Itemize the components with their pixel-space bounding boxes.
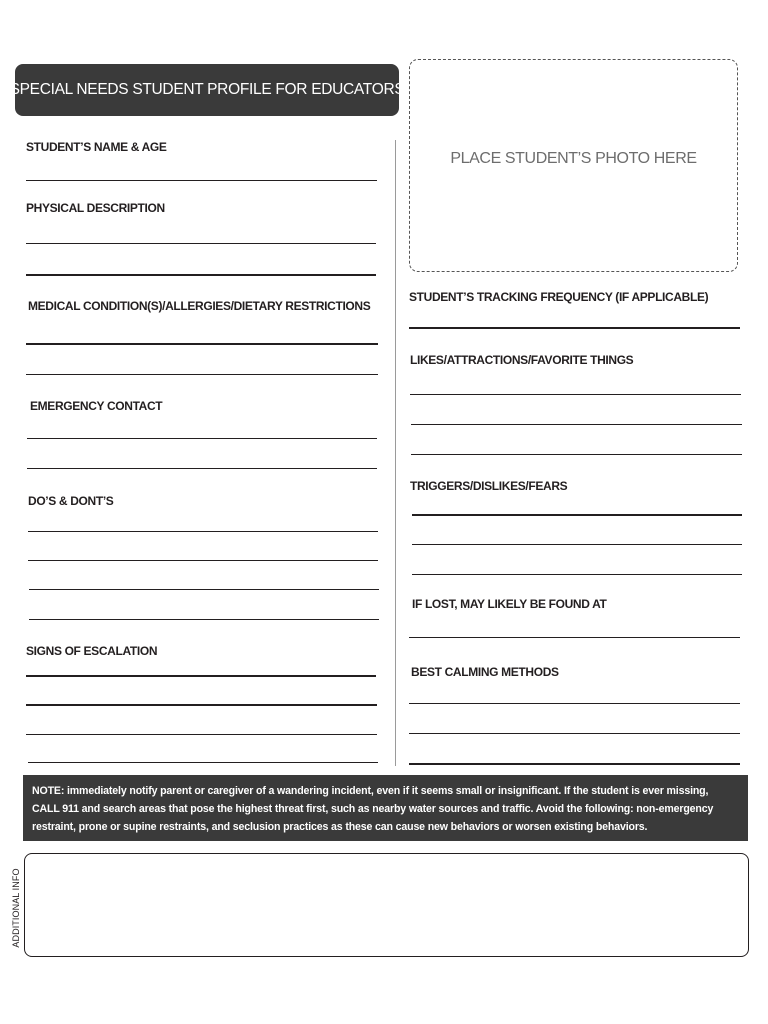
- likes-answer-line[interactable]: [411, 454, 742, 455]
- triggers-answer-line[interactable]: [412, 574, 742, 575]
- signs-of-escalation-answer-line[interactable]: [26, 675, 376, 677]
- photo-placeholder-text: PLACE STUDENT’S PHOTO HERE: [450, 150, 697, 167]
- likes-answer-line[interactable]: [411, 424, 742, 425]
- medical-conditions-answer-line[interactable]: [26, 374, 378, 375]
- field-label-tracking-frequency: STUDENT’S TRACKING FREQUENCY (IF APPLICABLE): [409, 290, 709, 304]
- field-label-physical-description: PHYSICAL DESCRIPTION: [26, 201, 165, 215]
- likes-answer-line[interactable]: [410, 394, 741, 395]
- field-label-triggers: TRIGGERS/DISLIKES/FEARS: [410, 479, 568, 493]
- emergency-contact-answer-line[interactable]: [27, 438, 377, 439]
- physical-description-answer-line[interactable]: [26, 243, 376, 244]
- calming-methods-answer-line[interactable]: [409, 763, 740, 765]
- column-divider: [395, 140, 396, 766]
- wandering-note: [23, 775, 748, 841]
- additional-info-box[interactable]: [24, 853, 749, 957]
- field-label-calming-methods: BEST CALMING METHODS: [411, 665, 559, 679]
- note-line: NOTE: immediately notify parent or caregiver of a wandering incident, even if it seems small or insignificant. If the student is ever missing,: [32, 785, 709, 797]
- if-lost-answer-line[interactable]: [409, 637, 740, 638]
- triggers-answer-line[interactable]: [412, 544, 742, 545]
- physical-description-answer-line[interactable]: [26, 274, 376, 276]
- dos-donts-answer-line[interactable]: [28, 531, 378, 532]
- triggers-answer-line[interactable]: [412, 514, 742, 516]
- field-label-emergency-contact: EMERGENCY CONTACT: [30, 399, 163, 413]
- signs-of-escalation-answer-line[interactable]: [26, 704, 377, 706]
- field-label-if-lost: IF LOST, MAY LIKELY BE FOUND AT: [412, 597, 607, 611]
- name-age-answer-line[interactable]: [26, 180, 377, 181]
- field-label-likes: LIKES/ATTRACTIONS/FAVORITE THINGS: [410, 353, 634, 367]
- field-label-name-age: STUDENT’S NAME & AGE: [26, 140, 167, 154]
- dos-donts-answer-line[interactable]: [29, 619, 379, 620]
- dos-donts-answer-line[interactable]: [28, 560, 378, 561]
- photo-placeholder-box[interactable]: [409, 59, 738, 272]
- additional-info-label: ADDITIONAL INFO: [11, 868, 21, 948]
- emergency-contact-answer-line[interactable]: [27, 468, 377, 469]
- field-label-medical-conditions: MEDICAL CONDITION(S)/ALLERGIES/DIETARY RESTRICTIONS: [28, 299, 371, 313]
- field-label-signs-of-escalation: SIGNS OF ESCALATION: [26, 644, 158, 658]
- signs-of-escalation-answer-line[interactable]: [28, 762, 378, 763]
- note-line: CALL 911 and search areas that pose the highest threat first, such as nearby water sources and traffic. Avoid the following: non-emergency: [32, 803, 714, 815]
- field-label-dos-donts: DO’S & DONT’S: [28, 494, 114, 508]
- note-line: restraint, prone or supine restraints, and seclusion practices as these can cause new behaviors or worsen existing behaviors.: [32, 821, 648, 833]
- calming-methods-answer-line[interactable]: [409, 703, 740, 704]
- dos-donts-answer-line[interactable]: [29, 589, 379, 590]
- medical-conditions-answer-line[interactable]: [26, 343, 378, 345]
- signs-of-escalation-answer-line[interactable]: [26, 734, 377, 735]
- tracking-frequency-answer-line[interactable]: [409, 327, 740, 329]
- form-title: SPECIAL NEEDS STUDENT PROFILE FOR EDUCATORS: [15, 64, 399, 116]
- calming-methods-answer-line[interactable]: [409, 733, 740, 734]
